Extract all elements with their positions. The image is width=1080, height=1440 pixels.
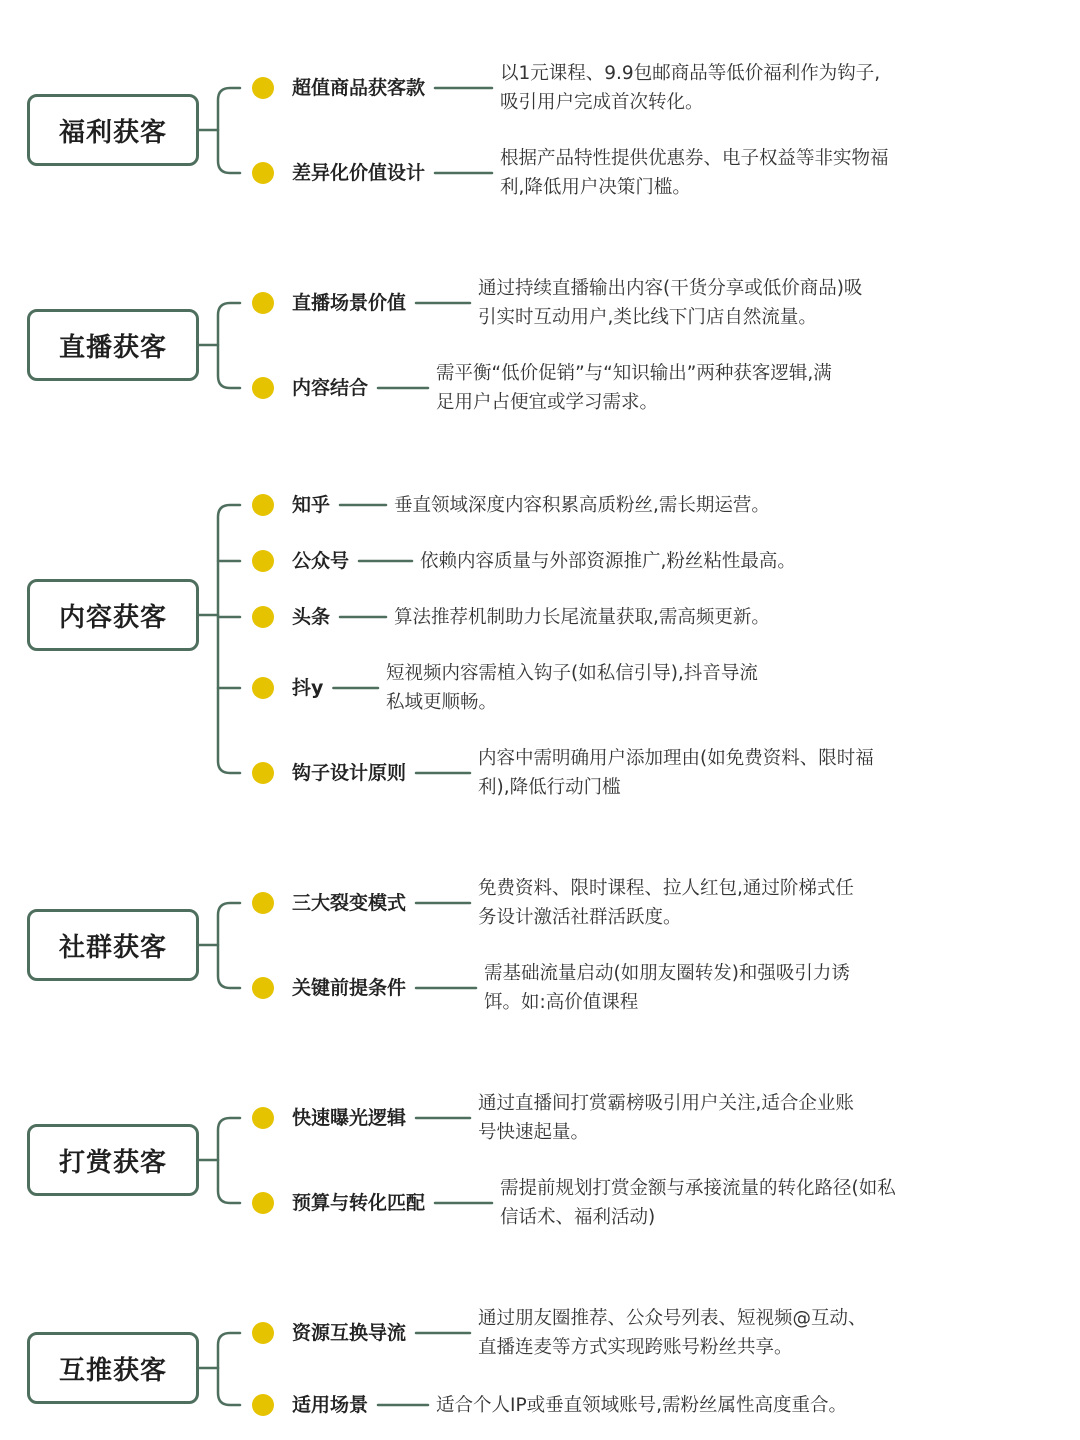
description-line: 利),降低行动门槛 (478, 777, 621, 798)
root-node: 福利获客 (27, 94, 199, 166)
description-line: 根据产品特性提供优惠券、电子权益等非实物福 (500, 148, 889, 169)
leaf-description (436, 1391, 1065, 1420)
description-line: 需平衡“低价促销”与“知识输出”两种获客逻辑,满 (436, 363, 832, 384)
leaf-description (386, 659, 1065, 717)
description-line: 直播连麦等方式实现跨账号粉丝共享。 (478, 1337, 793, 1358)
description-line: 算法推荐机制助力长尾流量获取,需高频更新。 (394, 606, 770, 628)
branch-label: 关键前提条件 (292, 977, 407, 999)
branch-label: 预算与转化匹配 (292, 1192, 426, 1214)
leaf-description (478, 744, 1065, 802)
bullet-dot (252, 892, 274, 914)
leaf-description (436, 359, 1065, 417)
leaf-description (478, 274, 1065, 332)
leaf-description (500, 59, 1065, 117)
leaf-description (394, 603, 1065, 632)
description-line: 需基础流量启动(如朋友圈转发)和强吸引力诱 (484, 963, 850, 984)
root-node: 直播获客 (27, 309, 199, 381)
bullet-dot (252, 292, 274, 314)
description-line: 通过持续直播输出内容(干货分享或低价商品)吸 (478, 278, 863, 299)
branch-label: 资源互换导流 (292, 1322, 407, 1344)
bullet-dot (252, 377, 274, 399)
branch-bracket (218, 1118, 240, 1203)
branch-label: 快速曝光逻辑 (292, 1107, 407, 1129)
branch-label: 差异化价值设计 (292, 162, 426, 184)
branch-bracket (218, 303, 240, 388)
branch-label: 公众号 (292, 550, 350, 572)
description-line: 吸引用户完成首次转化。 (500, 92, 704, 113)
root-node: 内容获客 (27, 579, 199, 651)
bullet-dot (252, 977, 274, 999)
branch-bracket (218, 1333, 240, 1405)
bullet-dot (252, 550, 274, 572)
branch-label: 适用场景 (292, 1394, 369, 1416)
description-line: 免费资料、限时课程、拉人红包,通过阶梯式任 (478, 878, 854, 899)
description-line: 适合个人IP或垂直领域账号,需粉丝属性高度重合。 (436, 1394, 847, 1416)
root-node: 打赏获客 (27, 1124, 199, 1196)
description-line: 需提前规划打赏金额与承接流量的转化路径(如私 (500, 1178, 896, 1199)
bullet-dot (252, 762, 274, 784)
leaf-description (500, 1174, 1065, 1232)
bullet-dot (252, 1394, 274, 1416)
branch-label: 知乎 (292, 494, 331, 516)
root-node: 社群获客 (27, 909, 199, 981)
root-node: 互推获客 (27, 1332, 199, 1404)
branch-label: 抖y (292, 677, 324, 699)
leaf-description (500, 144, 1065, 202)
description-line: 短视频内容需植入钩子(如私信引导),抖音导流 (386, 663, 758, 684)
leaf-description (484, 959, 1065, 1017)
description-line: 垂直领域深度内容积累高质粉丝,需长期运营。 (394, 494, 770, 516)
bullet-dot (252, 494, 274, 516)
description-line: 引实时互动用户,类比线下门店自然流量。 (478, 307, 817, 328)
branch-bracket (218, 88, 240, 173)
branch-label: 钩子设计原则 (292, 762, 407, 784)
branch-bracket (218, 903, 240, 988)
bullet-dot (252, 606, 274, 628)
description-line: 以1元课程、9.9包邮商品等低价福利作为钩子, (500, 63, 881, 84)
bullet-dot (252, 162, 274, 184)
branch-label: 头条 (292, 606, 331, 628)
bullet-dot (252, 1192, 274, 1214)
description-line: 号快速起量。 (478, 1122, 590, 1143)
leaf-description (478, 1304, 1065, 1362)
description-line: 足用户占便宜或学习需求。 (436, 392, 659, 413)
description-line: 饵。如:高价值课程 (484, 992, 639, 1013)
branch-label: 直播场景价值 (292, 292, 407, 314)
bullet-dot (252, 77, 274, 99)
branch-label: 三大裂变模式 (292, 892, 407, 914)
description-line: 内容中需明确用户添加理由(如免费资料、限时福 (478, 748, 874, 769)
leaf-description (420, 547, 1065, 576)
branch-bracket (218, 505, 240, 773)
leaf-description (394, 491, 1065, 520)
description-line: 依赖内容质量与外部资源推广,粉丝粘性最高。 (420, 550, 796, 572)
leaf-description (478, 1089, 1065, 1147)
description-line: 通过直播间打赏霸榜吸引用户关注,适合企业账 (478, 1093, 854, 1114)
description-line: 信话术、福利活动) (500, 1207, 656, 1228)
description-line: 利,降低用户决策门槛。 (500, 177, 691, 198)
bullet-dot (252, 1107, 274, 1129)
description-line: 私域更顺畅。 (386, 692, 498, 713)
bullet-dot (252, 1322, 274, 1344)
description-line: 通过朋友圈推荐、公众号列表、短视频@互动、 (478, 1308, 867, 1329)
leaf-description (478, 874, 1065, 932)
branch-label: 超值商品获客款 (292, 77, 426, 99)
bullet-dot (252, 677, 274, 699)
branch-label: 内容结合 (292, 377, 369, 399)
description-line: 务设计激活社群活跃度。 (478, 907, 682, 928)
